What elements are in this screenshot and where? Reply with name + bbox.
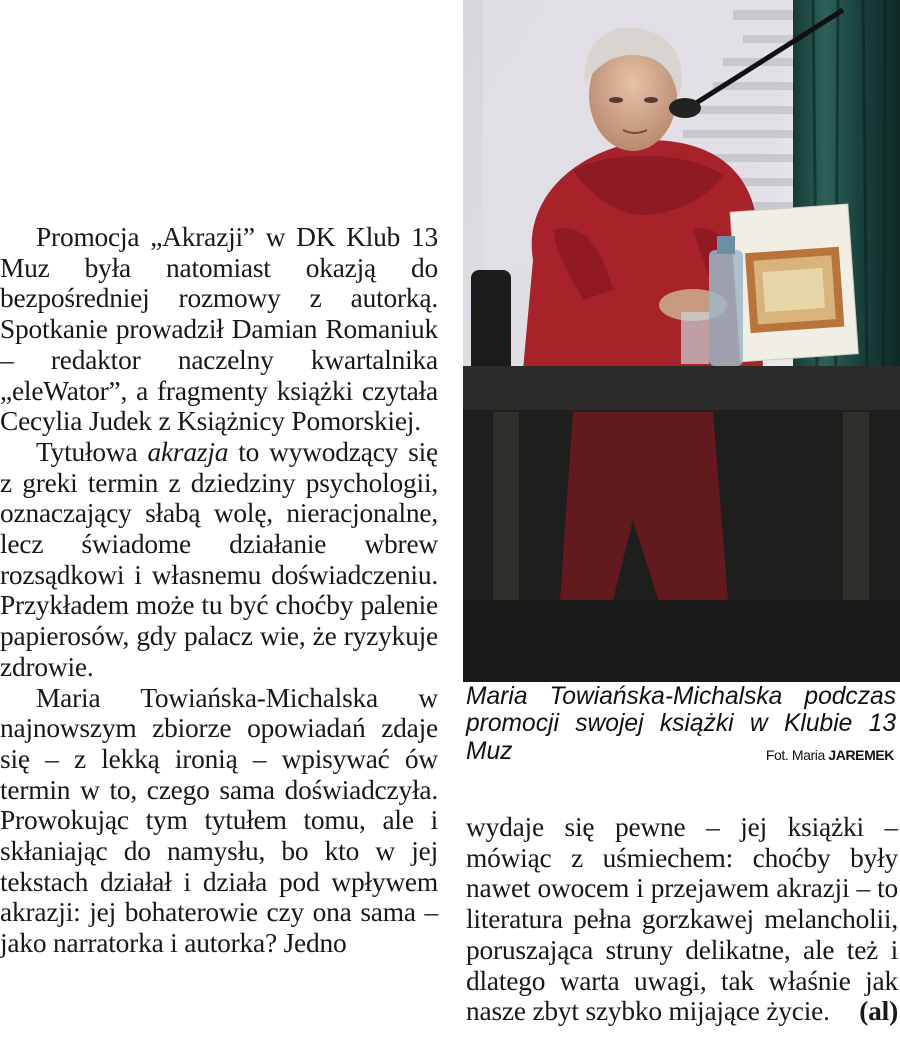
- paragraph-intro: Tytułowa: [36, 436, 148, 467]
- photo-illustration: [463, 0, 900, 682]
- article-right-column: [466, 812, 898, 1027]
- author-signature: (al): [859, 996, 898, 1027]
- photo-caption: Maria Towiańska-Michalska podczas promocji swojej książki w Klubie 13 Muz: [466, 683, 896, 765]
- credit-prefix: Fot. Maria: [765, 747, 829, 763]
- paragraph-rest: to wywodzący się z greki termin z dziedziny psychologii, oznaczający słabą wolę, nieracjonalne, lecz świadome działanie wbrew rozsądkowi i własnemu doświadczeniu. Przykładem może tu być choćby palenie papierosów, gdy palacz wie, że ryzykuje zdrowie.: [0, 436, 438, 682]
- article-paragraph: Maria Towiańska-Michalska w najnowszym zbiorze opowiadań zdaje się – z lekką ironią – wpisywać ów termin w to, czego sama doświadczyła. Prowokując tym tytułem tomu, ale i skłaniając do namysłu, bo kto w jej tekstach działał i działa pod wpływem akrazji: jej bohaterowie czy ona sama – jako narratorka i autorka? Jedno: [0, 682, 438, 959]
- paragraph-text: wydaje się pewne – jej książki – mówiąc z uśmiechem: choćby były nawet owocem i przejawem akrazji – to literatura pełna gorzkawej melancholii, poruszająca struny delikatne, ale też i dlatego warta uwagi, tak właśnie jak nasze zbyt szybko mijające życie.: [466, 812, 898, 1027]
- photo-credit: [766, 747, 894, 763]
- term-akrazja: akrazja: [147, 436, 229, 467]
- credit-name: JAREMEK: [828, 747, 894, 763]
- article-photo: [463, 0, 900, 682]
- article-left-column: [0, 222, 438, 959]
- article-paragraph: [0, 437, 438, 683]
- article-paragraph: Promocja „Akrazji” w DK Klub 13 Muz była natomiast okazją do bezpośredniej rozmowy z autorką. Spotkanie prowadził Damian Romaniuk – redaktor naczelny kwartalnika „eleWator”, a fragmenty książki czytała Cecylia Judek z Książnicy Pomorskiej.: [0, 222, 438, 437]
- article-paragraph: [466, 812, 898, 1027]
